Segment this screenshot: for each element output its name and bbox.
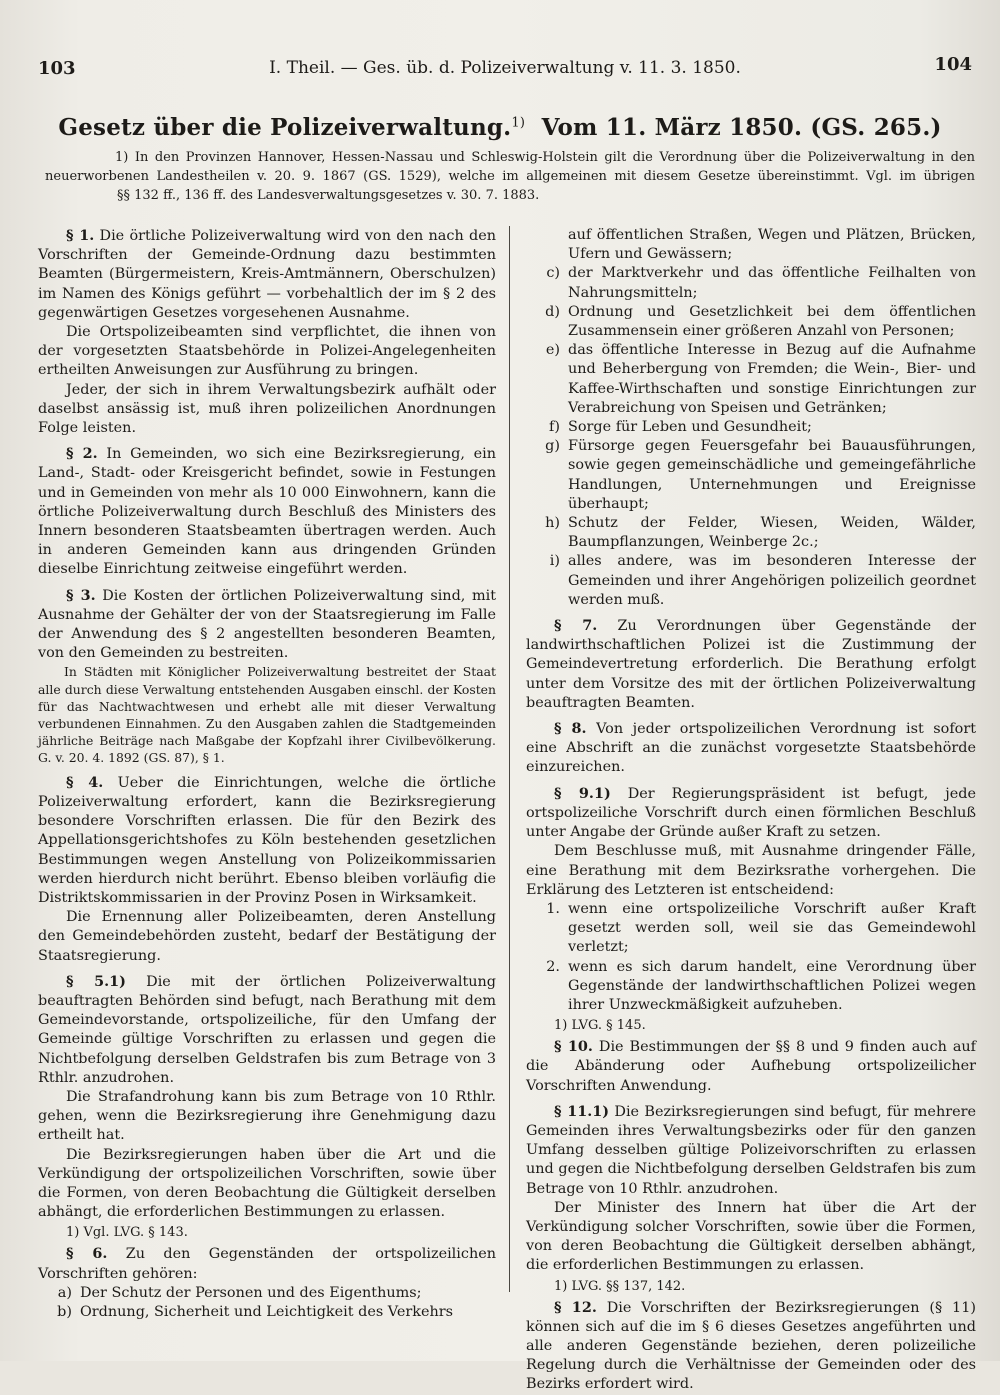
list-item — [526, 514, 976, 552]
footnote-line: 1) In den Provinzen Hannover, Hessen-Nassau und Schleswig-Holstein gilt die Verordnung über die Polizeiverwaltung in den — [115, 150, 975, 165]
section-number: § 9.1) — [554, 784, 611, 802]
list-item-text: Ordnung und Gesetzlichkeit bei dem öffentlichen Zusammensein einer größeren Anzahl von Personen; — [568, 303, 976, 340]
section-text: Zu den Gegenständen der ortspolizeilichen Vorschriften gehören: — [38, 1246, 497, 1282]
title-footnote-mark: 1) — [511, 115, 526, 131]
section-text: Ueber die Einrichtungen, welche die örtliche Polizeiverwaltung erfordert, kann die Bezirksregierung besondere Vorschriften erlassen. Die für den Bezirk des Appellationsgerichtshofes zu Köln bestehenden gesetzlichen Bestimmungen wegen Anstellung von Polizeikommissarien werden hierdurch nicht berührt. Ebenso bleiben vorläufig die Distriktskommissarien in der Provinz Posen in Wirksamkeit. — [38, 774, 496, 906]
section-10 — [526, 1037, 976, 1096]
paragraph: Die Ortspolizeibeamten sind verpflichtet, die ihnen von der vorgesetzten Staatsbehörde in Polizei-Angelegenheiten ertheilten Anweisungen zur Ausführung zu bringen. — [38, 324, 496, 379]
list-item-key: i) — [549, 553, 560, 570]
right-column — [526, 226, 976, 1395]
list-item-text: das öffentliche Interesse in Bezug auf die Aufnahme und Beherbergung von Fremden; die Wein-, Bier- und Kaffee-Wirthschaften und sonstige Einrichtungen zur Verabreichung von Speisen und Getränken; — [568, 342, 976, 416]
list-item-text: wenn es sich darum handelt, eine Verordnung über Gegenstände der landwirthschaftlichen Polizei wegen ihrer Unzweckmäßigkeit aufzuheben. — [568, 958, 976, 1013]
section-number: § 8. — [554, 720, 587, 738]
paragraph: Jeder, der sich in ihrem Verwaltungsbezirk aufhält oder daselbst ansässig ist, muß ihren polizeilichen Anordnungen Folge leisten. — [38, 381, 496, 437]
section-number: § 7. — [554, 617, 598, 635]
list-item-text: auf öffentlichen Straßen, Wegen und Plätzen, Brücken, Ufern und Gewässern; — [568, 227, 976, 263]
section-footnote: 1) LVG. §§ 137, 142. — [554, 1278, 686, 1294]
running-title: I. Theil. — Ges. üb. d. Polizeiverwaltung v. 11. 3. 1850. — [269, 58, 741, 78]
list-item-key: d) — [545, 303, 560, 320]
list-item-key: g) — [545, 438, 560, 455]
list-item-key: f) — [549, 419, 560, 436]
law-title — [40, 114, 960, 141]
section-text: Die Bestimmungen der §§ 8 und 9 finden auch auf die Abänderung oder Aufhebung ortspolizeilicher Vorschriften Anwendung. — [526, 1039, 977, 1094]
title-footnote — [45, 148, 975, 205]
list-item — [526, 418, 976, 437]
section-9 — [526, 784, 976, 843]
list-item — [526, 437, 976, 514]
section-number: § 10. — [554, 1038, 593, 1056]
list-item — [38, 1303, 496, 1322]
section-number: § 11.1) — [554, 1102, 610, 1120]
list-item — [526, 900, 976, 958]
list-item-key: a) — [57, 1284, 72, 1301]
section-number: § 3. — [66, 586, 96, 604]
section-number: § 6. — [66, 1245, 108, 1263]
section-footnote: 1) LVG. § 145. — [554, 1018, 646, 1034]
paragraph: Die Bezirksregierungen haben über die Art und die Verkündigung der ortspolizeilichen Vorschriften, sowie über die Formen, von deren Beobachtung die Gültigkeit derselben abhängt, die erforderlichen Bestimmungen zu erlassen. — [38, 1146, 496, 1221]
paragraph: Der Minister des Innern hat über die Art der Verkündigung solcher Vorschriften, sowie über die Formen, von deren Beobachtung die Gültigkeit derselben abhängt, die erforderlichen Bestimmungen zu erlassen. — [526, 1199, 976, 1274]
list-item — [526, 341, 976, 418]
section-12 — [526, 1298, 976, 1395]
section-5 — [38, 972, 496, 1088]
section-11 — [526, 1102, 976, 1199]
section-text: Die Kosten der örtlichen Polizeiverwaltung sind, mit Ausnahme der Gehälter der von der Staatsregierung im Falle der Anwendung des § 2 angestellten besonderen Beamten, von den Gemeinden zu bestreiten. — [38, 587, 496, 662]
section-text: Die Bezirksregierungen sind befugt, für mehrere Gemeinden ihres Verwaltungsbezirks oder für den ganzen Umfang desselben gültige Polizeivorschriften zu erlassen und gegen die Nichtbefolgung derselben Geldstrafen bis zum Betrage von 10 Rthlr. anzudrohen. — [526, 1103, 976, 1197]
list-item — [526, 303, 976, 341]
list-item-key: c) — [546, 265, 560, 282]
list-item-text: wenn eine ortspolizeiliche Vorschrift außer Kraft gesetzt werden soll, weil sie das Gemeindewohl verletzt; — [568, 900, 976, 956]
running-header — [38, 54, 972, 84]
section-text: Die örtliche Polizeiverwaltung wird von den nach den Vorschriften der Gemeinde-Ordnung dazu bestimmten Beamten (Bürgermeistern, Kreis-Amtmännern, Oberschulzen) im Namen des Königs geführt — vorbehaltlich der im § 2 des gegenwärtigen Gesetzes vorgesehenen Ausnahme. — [38, 228, 496, 321]
left-column — [38, 226, 496, 1322]
section-note: In Städten mit Königlicher Polizeiverwaltung bestreitet der Staat alle durch diese Verwaltung entstehenden Ausgaben einschl. der Kosten für das Nachtwachtwesen und erhebt alle mit dieser Verwaltung verbundenen Einnahmen. Zu den Ausgaben zahlen die Stadtgemeinden jährliche Beiträge nach Maßgabe der Kopfzahl ihrer Civilbevölkerung. G. v. 20. 4. 1892 (GS. 87), § 1. — [38, 664, 496, 766]
section-footnote: 1) Vgl. LVG. § 143. — [66, 1225, 188, 1241]
section-number: § 5.1) — [66, 972, 126, 990]
paragraph: Die Ernennung aller Polizeibeamten, deren Anstellung den Gemeindebehörden zusteht, bedarf der Bestätigung der Staatsregierung. — [38, 909, 496, 964]
law-title-date: Vom 11. März 1850. (GS. 265.) — [541, 114, 942, 141]
list-item-key: e) — [545, 342, 560, 359]
list-item — [38, 1284, 496, 1303]
section-2 — [38, 444, 496, 579]
list-item-text: Ordnung, Sicherheit und Leichtigkeit des Verkehrs — [80, 1303, 454, 1320]
list-item — [526, 552, 976, 610]
list-item-key: b) — [57, 1303, 72, 1320]
footnote-line: neuerworbenen Landestheilen v. 20. 9. 1867 (GS. 1529), welche im allgemeinen mit diesem Gesetze übereinstimmt. Vgl. im übrigen — [45, 169, 975, 184]
list-item-text: alles andere, was im besonderen Interesse der Gemeinden und ihrer Angehörigen polizeilich geordnet werden muß. — [568, 553, 976, 608]
section-text: Die Vorschriften der Bezirksregierungen (§ 11) können sich auf die im § 6 dieses Gesetzes angeführten und alle anderen Gegenstände beziehen, deren polizeiliche Regelung durch die Verhältnisse der Gemeinden oder des Bezirks erfordert wird. — [526, 1299, 976, 1393]
law-title-main: Gesetz über die Polizeiverwaltung. — [58, 114, 512, 141]
section-text: Von jeder ortspolizeilichen Verordnung ist sofort eine Abschrift an die zunächst vorgesetzte Staatsbehörde einzureichen. — [526, 721, 976, 776]
list-item-text: Schutz der Felder, Wiesen, Weiden, Wälder, Baumpflanzungen, Weinberge 2c.; — [568, 515, 976, 551]
section-number: § 2. — [66, 445, 98, 463]
list-item-text: Sorge für Leben und Gesundheit; — [568, 419, 812, 436]
left-page-number: 103 — [38, 58, 76, 79]
section-6 — [38, 1244, 496, 1283]
list-item-text: der Marktverkehr und das öffentliche Feilhalten von Nahrungsmitteln; — [568, 265, 976, 301]
list-item-key: 2. — [546, 958, 560, 975]
list-item-key: h) — [545, 515, 560, 532]
section-1 — [38, 226, 496, 323]
section-text: Zu Verordnungen über Gegenstände der landwirthschaftlichen Polizei ist die Zustimmung der Gemeindevertretung erforderlich. Die Berathung erfolgt unter dem Vorsitze des mit der örtlichen Polizeiverwaltung beauftragten Beamten. — [526, 618, 976, 711]
paragraph: Die Strafandrohung kann bis zum Betrage von 10 Rthlr. gehen, wenn die Bezirksregierung ihre Genehmigung dazu ertheilt hat. — [38, 1088, 496, 1144]
section-number: § 12. — [554, 1298, 597, 1316]
footnote-line: §§ 132 ff., 136 ff. des Landesverwaltungsgesetzes v. 30. 7. 1883. — [117, 188, 540, 203]
section-number: § 4. — [66, 773, 104, 791]
section-3 — [38, 586, 496, 664]
list-item-continuation — [526, 226, 976, 264]
section-7 — [526, 616, 976, 713]
section-text: In Gemeinden, wo sich eine Bezirksregierung, ein Land-, Stadt- oder Kreisgericht befindet, sowie in Festungen und in Gemeinden von mehr als 10 000 Einwohnern, kann die örtliche Polizeiverwaltung durch Beschluß des Ministers des Innern besonderen Staatsbeamten übertragen werden. Auch in anderen Gemeinden kann aus dringenden Gründen dieselbe Einrichtung zeitweise eingeführt werden. — [38, 446, 497, 578]
list-item-key: 1. — [546, 900, 560, 917]
list-item-text: Der Schutz der Personen und des Eigenthums; — [80, 1284, 422, 1301]
section-4 — [38, 773, 496, 908]
right-page-number: 104 — [934, 54, 972, 75]
section-text: Der Regierungspräsident ist befugt, jede ortspolizeiliche Vorschrift durch einen förmlichen Beschluß unter Angabe der Gründe außer Kraft zu setzen. — [526, 785, 976, 841]
paragraph: Dem Beschlusse muß, mit Ausnahme dringender Fälle, eine Berathung mit dem Bezirksrathe vorhergehen. Die Erklärung des Letzteren ist entscheidend: — [526, 843, 976, 898]
section-8 — [526, 719, 976, 778]
list-item-text: Fürsorge gegen Feuersgefahr bei Bauausführungen, sowie gegen gemeinschädliche und gemeingefährliche Handlungen, Unternehmungen und Ereignisse überhaupt; — [568, 438, 976, 512]
list-item — [526, 958, 976, 1016]
section-number: § 1. — [66, 227, 95, 244]
list-item — [526, 264, 976, 302]
column-divider — [509, 226, 510, 1292]
section-text: Die mit der örtlichen Polizeiverwaltung beauftragten Behörden sind befugt, nach Berathung mit dem Gemeindevorstande, ortspolizeiliche, für den Umfang der Gemeinde gültige Vorschriften zu erlassen und gegen die Nichtbefolgung derselben Geldstrafen bis zum Betrage von 3 Rthlr. anzudrohen. — [38, 973, 496, 1086]
